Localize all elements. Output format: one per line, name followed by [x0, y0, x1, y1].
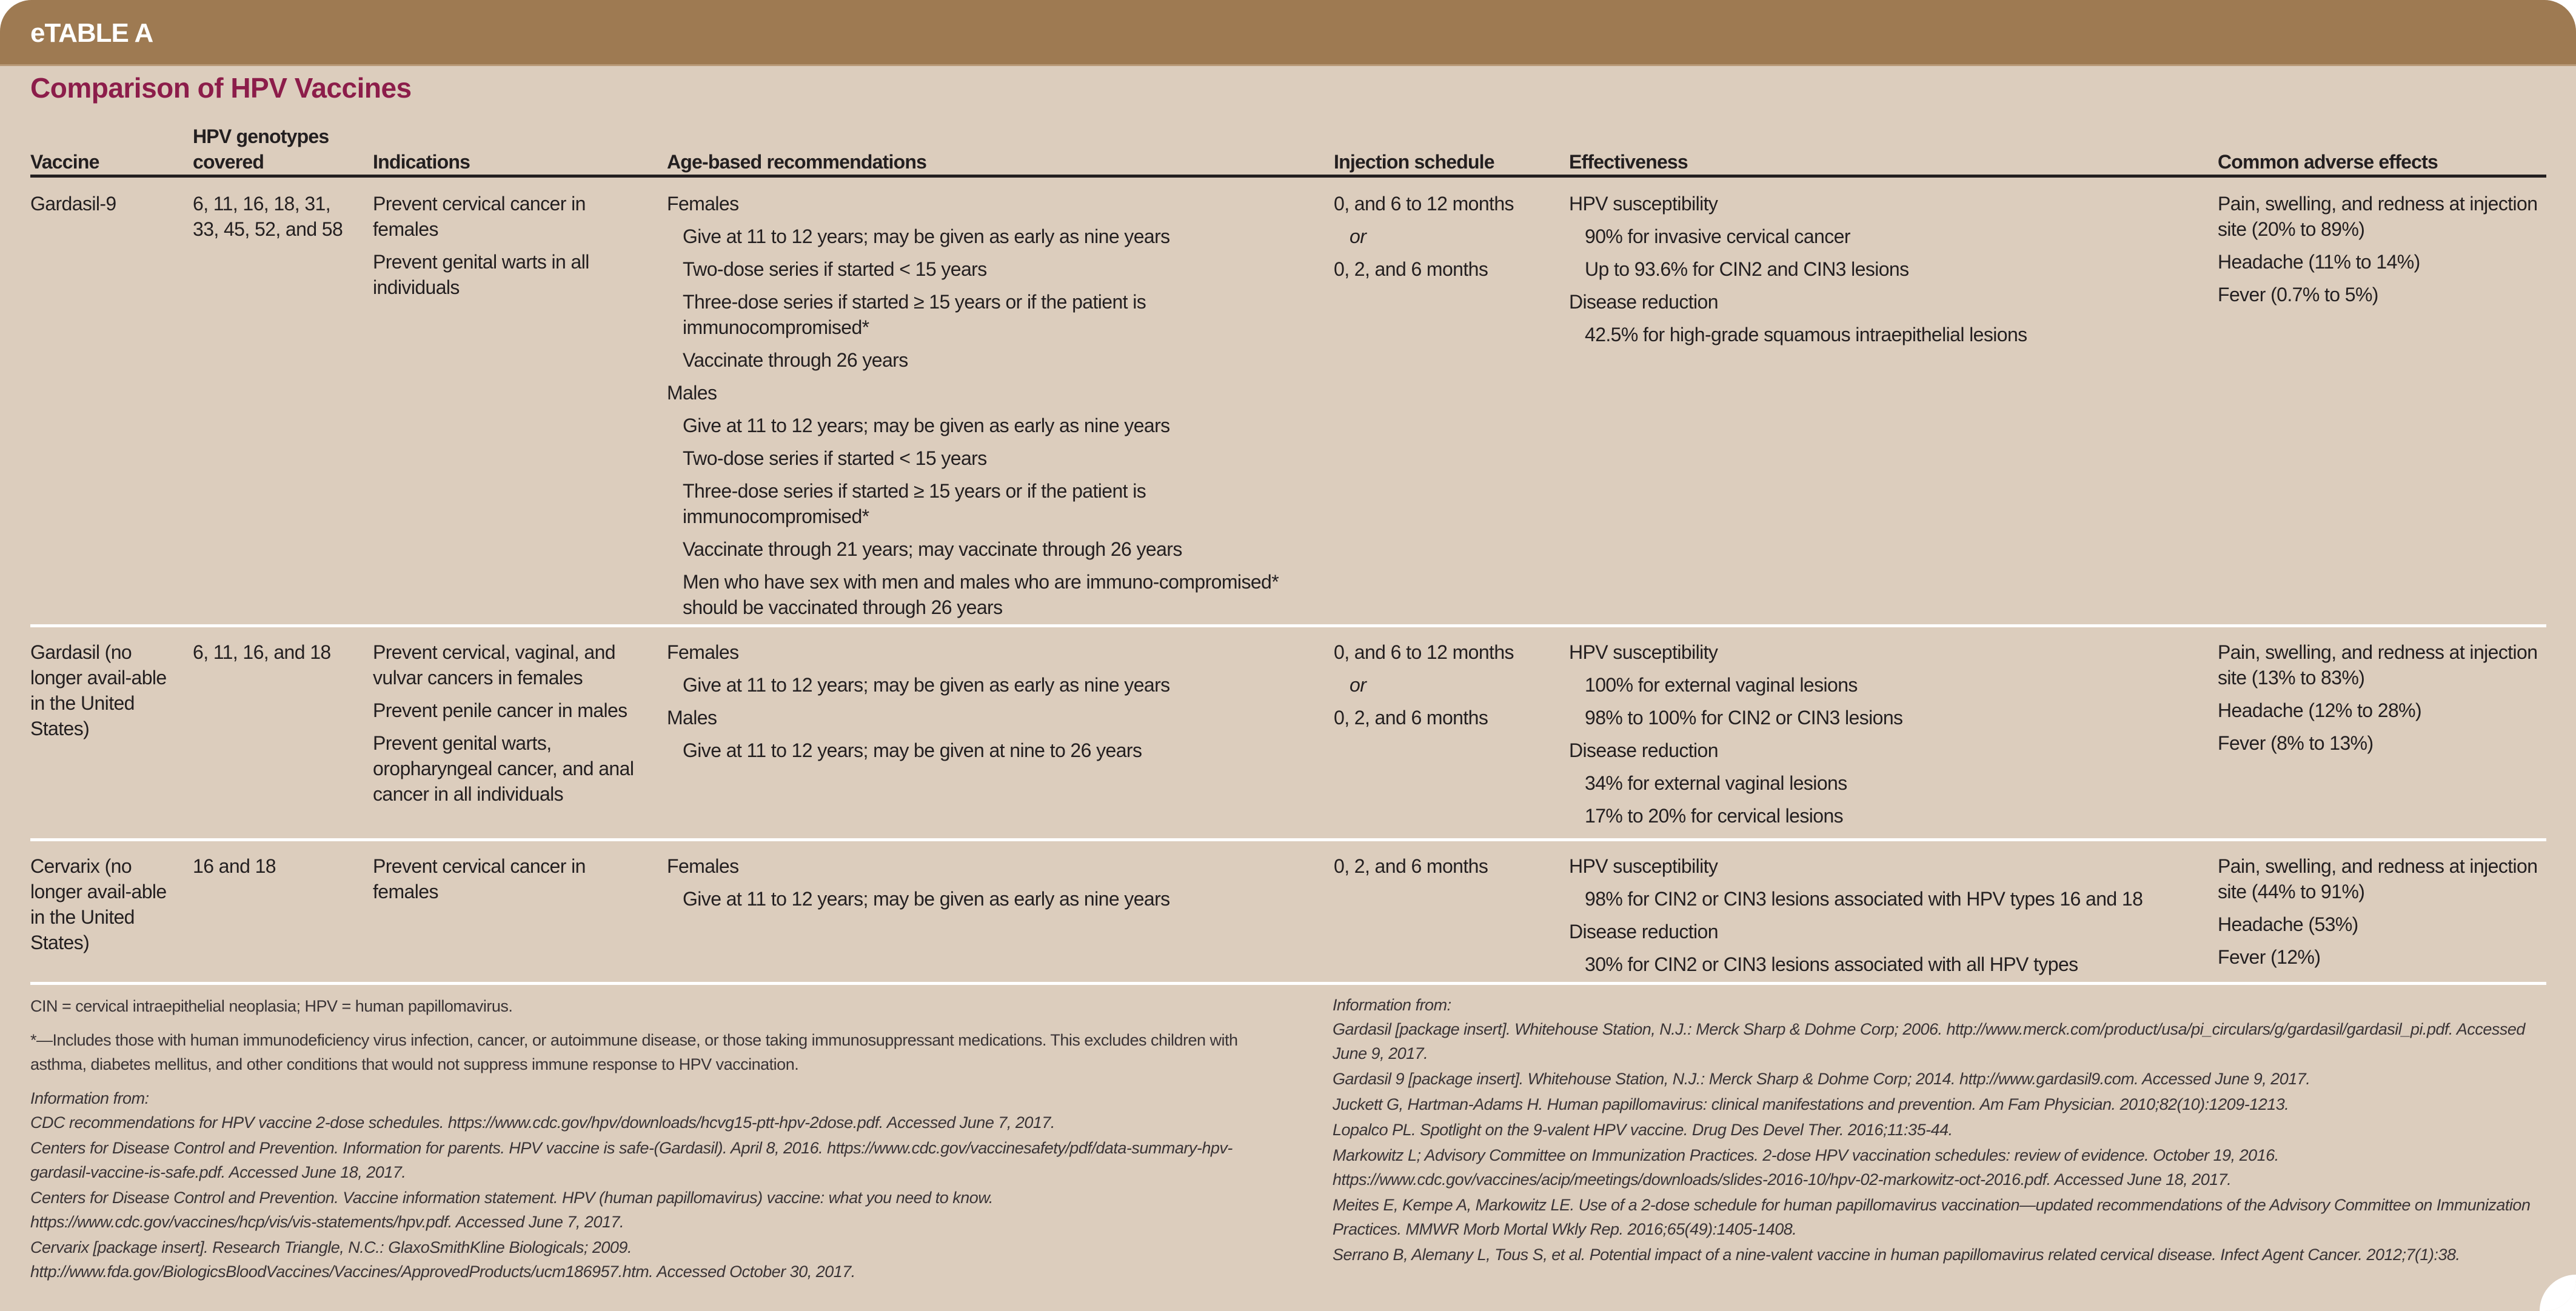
effectiveness-group-label: Disease reduction: [1569, 921, 1718, 942]
age-group-label: Females: [667, 193, 739, 215]
adverse-item: Fever (8% to 13%): [2218, 732, 2374, 754]
effectiveness-group-label: HPV susceptibility: [1569, 855, 1718, 877]
schedule-option: 0, 2, and 6 months: [1334, 707, 1488, 729]
adverse-item: Fever (0.7% to 5%): [2218, 284, 2378, 305]
header-bar: [0, 0, 2576, 66]
cell-age: [667, 191, 1322, 627]
col-header-genotypes-line1: HPV genotypes: [193, 125, 329, 147]
effectiveness-item: 100% for external vaginal lesions: [1585, 674, 1858, 696]
age-item: Two-dose series if started < 15 years: [683, 447, 987, 469]
adverse-item: Pain, swelling, and redness at injection site (44% to 91%): [2218, 855, 2538, 902]
age-item: Give at 11 to 12 years; may be given as early as nine years: [683, 888, 1170, 910]
effectiveness-group-label: HPV susceptibility: [1569, 193, 1718, 215]
indications-item: Prevent genital warts, oropharyngeal cancer, and anal cancer in all individuals: [373, 732, 634, 805]
indications-item: Prevent genital warts in all individuals: [373, 251, 589, 298]
col-header-indications: Indications: [373, 151, 470, 173]
age-group-label: Males: [667, 707, 717, 729]
age-item: Three-dose series if started ≥ 15 years or if the patient is immunocompromised*: [683, 291, 1146, 338]
effectiveness-group-label: Disease reduction: [1569, 291, 1718, 313]
col-header-schedule: Injection schedule: [1334, 151, 1494, 173]
adverse-item: Headache (11% to 14%): [2218, 251, 2420, 273]
cell-genotypes: [193, 853, 356, 879]
effectiveness-item: 34% for external vaginal lesions: [1585, 772, 1847, 794]
schedule-option: 0, and 6 to 12 months: [1334, 193, 1514, 215]
age-item: Give at 11 to 12 years; may be given at nine to 26 years: [683, 739, 1142, 761]
schedule-or: or: [1350, 225, 1367, 247]
col-header-vaccine: Vaccine: [30, 151, 99, 173]
vaccine-text: Gardasil (no longer avail-able in the United States): [30, 641, 167, 739]
vaccine-text: Gardasil-9: [30, 193, 116, 215]
reference-item: Meites E, Kempe A, Markowitz LE. Use of a 2-dose schedule for human papillomavirus vaccination—updated recommendations of the Advisory Committee on Immunization Practices. MMWR Morb Mortal Wkly Rep. 2016;65(49):1405-1408.: [1333, 1196, 2531, 1238]
age-item: Give at 11 to 12 years; may be given as early as nine years: [683, 674, 1170, 696]
effectiveness-group-label: Disease reduction: [1569, 739, 1718, 761]
schedule-option: 0, and 6 to 12 months: [1334, 641, 1514, 663]
schedule-or: or: [1350, 674, 1367, 696]
adverse-item: Fever (12%): [2218, 946, 2321, 968]
genotypes-text: 6, 11, 16, 18, 31, 33, 45, 52, and 58: [193, 193, 343, 240]
age-item: Two-dose series if started < 15 years: [683, 258, 987, 280]
cell-effectiveness: [1569, 639, 2206, 836]
cell-effectiveness: [1569, 191, 2206, 355]
cell-adverse: [2218, 639, 2548, 763]
cell-schedule: [1334, 191, 1558, 289]
info-from-label: Information from:: [1333, 996, 1451, 1014]
age-group-label: Females: [667, 855, 739, 877]
adverse-item: Headache (53%): [2218, 913, 2358, 935]
effectiveness-item: Up to 93.6% for CIN2 and CIN3 lesions: [1585, 258, 1909, 280]
reference-item: Markowitz L; Advisory Committee on Immunization Practices. 2-dose HPV vaccination schedules: review of evidence. October 19, 2016. https://www.cdc.gov/vaccines/acip/meetings/downloads/slides-2016-10/hpv-02-markowitz-oct-2016.pdf. Accessed June 18, 2017.: [1333, 1146, 2279, 1189]
reference-item: Centers for Disease Control and Prevention. Vaccine information statement. HPV (human papillomavirus) vaccine: what you need to know. https://www.cdc.gov/vaccines/hcp/vis/vis-statements/hpv.pdf. Accessed June 7, 2017.: [30, 1189, 993, 1231]
genotypes-text: 16 and 18: [193, 855, 276, 877]
genotypes-text: 6, 11, 16, and 18: [193, 641, 331, 663]
effectiveness-group-label: HPV susceptibility: [1569, 641, 1718, 663]
col-header-genotypes: [193, 124, 329, 175]
age-group-label: Males: [667, 382, 717, 404]
col-header-effectiveness: Effectiveness: [1569, 151, 1688, 173]
row-divider: [30, 982, 2546, 985]
cell-adverse: [2218, 853, 2548, 977]
cell-age: [667, 853, 1322, 919]
cell-adverse: [2218, 191, 2548, 315]
reference-item: Centers for Disease Control and Prevention. Information for parents. HPV vaccine is safe-(Gardasil). April 8, 2016. https://www.cdc.gov/vaccinesafety/pdf/data-summary-hpv-gardasil-vaccine-is-safe.pdf. Accessed June 18, 2017.: [30, 1139, 1233, 1181]
indications-item: Prevent cervical cancer in females: [373, 193, 586, 240]
col-header-adverse: Common adverse effects: [2218, 151, 2438, 173]
cell-indications: [373, 191, 649, 307]
age-item: Men who have sex with men and males who are immuno-compromised* should be vaccinated through 26 years: [683, 571, 1279, 618]
effectiveness-item: 30% for CIN2 or CIN3 lesions associated with all HPV types: [1585, 953, 2078, 975]
asterisk-note: *—Includes those with human immunodeficiency virus infection, cancer, or autoimmune disease, or those taking immunosuppressant medications. This excludes children with asthma, diabetes mellitus, and other conditions that would not suppress immune response to HPV vaccination.: [30, 1031, 1238, 1073]
cell-genotypes: [193, 191, 356, 242]
cell-effectiveness: [1569, 853, 2206, 984]
footnotes-left: [30, 994, 1249, 1285]
col-header-genotypes-line2: covered: [193, 151, 264, 173]
row-divider: [30, 838, 2546, 841]
indications-item: Prevent cervical cancer in females: [373, 855, 586, 902]
cell-vaccine: [30, 639, 182, 741]
effectiveness-item: 17% to 20% for cervical lesions: [1585, 805, 1844, 827]
footnotes-right: [1333, 993, 2548, 1268]
adverse-item: Pain, swelling, and redness at injection site (20% to 89%): [2218, 193, 2538, 240]
indications-item: Prevent cervical, vaginal, and vulvar cancers in females: [373, 641, 616, 689]
abbreviations-note: CIN = cervical intraepithelial neoplasia; HPV = human papillomavirus.: [30, 997, 513, 1015]
col-header-age: Age-based recommendations: [667, 151, 927, 173]
reference-item: Cervarix [package insert]. Research Triangle, N.C.: GlaxoSmithKline Biologicals; 2009. http://www.fda.gov/BiologicsBloodVaccines/Vaccines/ApprovedProducts/ucm186957.htm. Accessed October 30, 2017.: [30, 1238, 855, 1281]
cell-vaccine: [30, 191, 182, 216]
cell-genotypes: [193, 639, 356, 665]
reference-item: Lopalco PL. Spotlight on the 9-valent HPV vaccine. Drug Des Devel Ther. 2016;11:35-44.: [1333, 1121, 1953, 1139]
references-left: [30, 1110, 1249, 1284]
reference-item: Gardasil 9 [package insert]. Whitehouse Station, N.J.: Merck Sharp & Dohme Corp; 2014. http://www.gardasil9.com. Accessed June 9, 2017.: [1333, 1070, 2310, 1088]
adverse-item: Headache (12% to 28%): [2218, 699, 2422, 721]
reference-item: Juckett G, Hartman-Adams H. Human papillomavirus: clinical manifestations and prevention. Am Fam Physician. 2010;82(10):1209-1213.: [1333, 1095, 2289, 1113]
vaccine-text: Cervarix (no longer avail-able in the United States): [30, 855, 167, 953]
effectiveness-item: 90% for invasive cervical cancer: [1585, 225, 1850, 247]
cell-age: [667, 639, 1322, 770]
effectiveness-item: 42.5% for high-grade squamous intraepithelial lesions: [1585, 324, 2027, 345]
cell-indications: [373, 853, 649, 912]
age-group-label: Females: [667, 641, 739, 663]
age-item: Three-dose series if started ≥ 15 years or if the patient is immunocompromised*: [683, 480, 1146, 527]
reference-item: Serrano B, Alemany L, Tous S, et al. Potential impact of a nine-valent vaccine in human papillomavirus related cervical disease. Infect Agent Cancer. 2012;7(1):38.: [1333, 1246, 2460, 1264]
effectiveness-item: 98% for CIN2 or CIN3 lesions associated with HPV types 16 and 18: [1585, 888, 2143, 910]
reference-item: CDC recommendations for HPV vaccine 2-dose schedules. https://www.cdc.gov/hpv/downloads/hcvg15-ptt-hpv-2dose.pdf. Accessed June 7, 2017.: [30, 1113, 1055, 1132]
cell-schedule: [1334, 853, 1558, 886]
age-item: Vaccinate through 26 years: [683, 349, 908, 371]
cell-vaccine: [30, 853, 182, 955]
schedule-option: 0, 2, and 6 months: [1334, 258, 1488, 280]
row-divider: [30, 624, 2546, 627]
cell-schedule: [1334, 639, 1558, 738]
cell-indications: [373, 639, 649, 814]
info-from-label: Information from:: [30, 1089, 149, 1107]
age-item: Give at 11 to 12 years; may be given as early as nine years: [683, 225, 1170, 247]
header-rule: [30, 175, 2546, 178]
references-right: [1333, 1017, 2548, 1267]
effectiveness-item: 98% to 100% for CIN2 or CIN3 lesions: [1585, 707, 1903, 729]
age-item: Give at 11 to 12 years; may be given as early as nine years: [683, 415, 1170, 436]
etable-label: eTABLE A: [30, 18, 153, 48]
indications-item: Prevent penile cancer in males: [373, 699, 627, 721]
adverse-item: Pain, swelling, and redness at injection site (13% to 83%): [2218, 641, 2538, 689]
reference-item: Gardasil [package insert]. Whitehouse Station, N.J.: Merck Sharp & Dohme Corp; 2006. http://www.merck.com/product/usa/pi_circulars/g/gardasil/gardasil_pi.pdf. Accessed June 9, 2017.: [1333, 1020, 2525, 1062]
age-item: Vaccinate through 21 years; may vaccinate through 26 years: [683, 538, 1182, 560]
table-title: Comparison of HPV Vaccines: [30, 72, 412, 104]
schedule-option: 0, 2, and 6 months: [1334, 855, 1488, 877]
